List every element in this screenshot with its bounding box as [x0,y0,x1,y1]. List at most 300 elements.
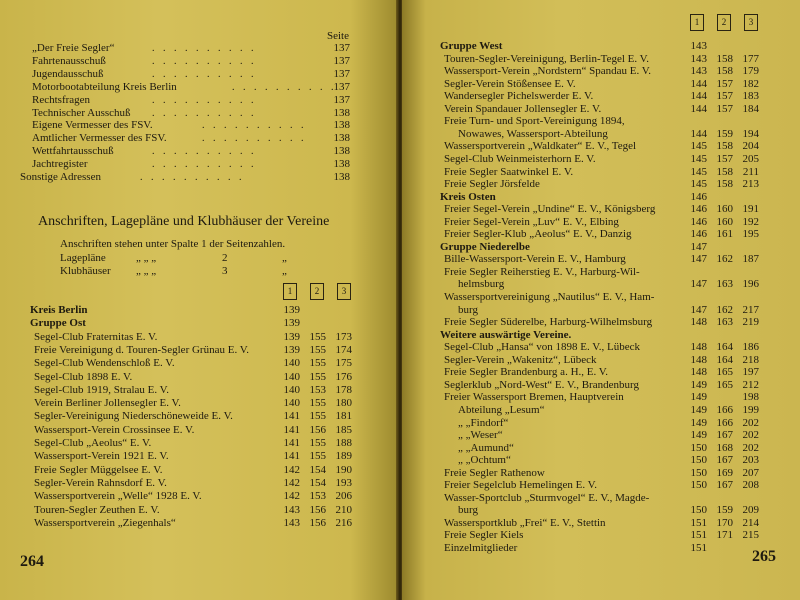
page-ref-col-1: 147 [690,303,707,316]
page-ref-col-2: 154 [309,476,326,489]
club-entry [34,357,272,370]
page-ref-col-2: 166 [716,416,733,429]
page-ref-col-2: 156 [309,503,326,516]
page-ref-col-2: 155 [309,437,326,449]
page-ref-col-3: 182 [742,77,759,90]
toc-item-text: Fahrtenausschuß [32,54,106,67]
entry-name: Freie Turn- und Sport-Vereinigung 1894, [444,115,625,128]
entry-name: Weitere auswärtige Vereine. [440,328,572,341]
page-ref-col-2: 169 [716,466,733,479]
page-ref-col-3: 215 [742,529,759,542]
page-ref-col-3: 191 [742,203,759,216]
entry-name: Touren-Segler Zeuthen E. V. [34,503,160,516]
entry-name: „ „Ochtum“ [458,454,511,467]
club-entry [34,410,272,423]
club-entry [444,529,679,542]
leader-dots: . . . . . . . . . . [152,43,257,54]
page-ref-col-1: 147 [690,253,707,266]
page-ref-col-2: 157 [716,77,733,90]
club-entry [444,203,679,216]
page-number: 264 [20,553,44,570]
club-entry [444,178,679,191]
page-ref-col-2: 159 [716,504,733,517]
leader-dots: . . . . . . . . . . [152,68,257,80]
page-ref-col-3: 185 [335,423,352,436]
toc-page-number: 137 [333,54,350,67]
page-ref-col-3: 193 [335,476,352,489]
page-ref-col-3: 196 [742,278,759,291]
page-ref-col-1: 139 [283,330,300,343]
page-ref-col-3: 197 [742,366,759,379]
page-ref-col-1: 143 [283,516,300,529]
entry-name: Wassersport-Verein 1921 E. V. [34,450,169,463]
page-ref-col-3: 202 [742,441,759,454]
page-ref-col-3: 205 [742,152,759,165]
entry-name: Freier Segler-Klub „Aeolus“ E. V., Danzig [444,228,632,241]
leader-dots: . . . . . . . . . . [202,120,307,132]
page-ref-col-3: 219 [742,316,759,329]
entry-name: Freier Segel-Verein „Luv“ E. V., Elbing [444,215,619,228]
toc-item-text: „Der Freie Segler“ [32,42,115,54]
page-ref-col-3: 190 [335,463,352,476]
entry-name: burg [458,303,478,316]
page-ref-col-1: 150 [690,454,707,467]
page-ref-col-1: 150 [690,479,707,492]
entry-name: Freie Segler Süderelbe, Harburg-Wilhelmsburg [444,316,653,329]
page-ref-col-1: 148 [690,366,707,379]
toc-item-text: Amtlicher Vermesser des FSV. [32,132,167,145]
entry-name: Segel-Club Wendenschloß E. V. [34,357,175,370]
group-heading [30,304,272,317]
page-ref-col-1: 144 [690,127,707,140]
page-ref-col-2: 164 [716,353,733,366]
page-ref-col-2: 170 [716,516,733,529]
entry-name: Wassersportvereinigung „Nautilus“ E. V., Ham- [444,291,655,303]
entry-name: Segler-Verein Stößensee E. V. [444,77,576,90]
entry-name: Freie Segler Brandenburg a. H., E. V. [444,366,609,379]
page-ref-col-1: 146 [690,190,707,203]
toc-item-text: Jachtregister [32,158,88,171]
page-ref-col-2: 155 [309,343,326,356]
page-ref-col-1: 151 [690,542,707,554]
page-ref-col-1: 149 [690,416,707,429]
entry-name: Gruppe Ost [30,317,86,330]
club-entry [458,504,679,517]
entry-name: Segler-Vereinigung Niederschöneweide E. V. [34,410,233,423]
page-ref-col-2: 157 [716,102,733,115]
page-ref-col-3: 218 [742,353,759,366]
page-ref-col-1: 143 [690,65,707,78]
entry-name: Gruppe Niederelbe [440,240,530,253]
page-ref-col-3: 208 [742,479,759,492]
club-entry [34,504,272,517]
column-number-box: 1 [690,14,704,31]
toc-page-number: 138 [333,106,350,119]
page-ref-col-2: 163 [716,316,733,329]
entry-name: Nowawes, Wassersport-Abteilung [458,127,608,140]
legend-column: 2 [222,252,228,264]
toc-page-number: 137 [333,93,350,106]
entry-name: Freie Segler Saatwinkel E. V. [444,165,574,178]
toc-item-text: Rechtsfragen [32,93,91,106]
page-ref-col-3: 211 [742,165,759,178]
club-entry [444,253,679,266]
legend-ditto: „ „ „ [136,252,157,264]
toc-item [32,145,352,158]
entry-name: helmsburg [458,278,505,291]
page-ref-col-1: 140 [283,370,300,383]
group-heading [440,40,679,53]
page-ref-col-1: 149 [690,429,707,442]
page-ref-col-3: 202 [742,416,759,429]
entry-name: Verein Spandauer Jollensegler E. V. [444,102,602,115]
page-ref-col-3: 186 [742,341,759,354]
entry-name: Wassersportverein „Ziegenhals“ [34,516,176,529]
page-ref-col-2: 165 [716,366,733,379]
entry-name: Segel-Club 1898 E. V. [34,370,133,383]
toc-item [32,81,352,94]
club-entry [458,429,679,442]
page-ref-col-3: 212 [742,378,759,391]
legend-ditto: „ [282,252,287,264]
leader-dots: . . . . . . . . . . [152,159,257,171]
page-ref-col-1: 145 [690,140,707,153]
page-ref-col-1: 139 [283,317,300,330]
page-ref-col-1: 144 [690,90,707,103]
club-entry [34,397,272,410]
group-heading [30,317,272,330]
club-entry [34,450,272,463]
page-ref-col-3: 206 [335,490,352,503]
club-entry [444,266,679,279]
toc-page-number: 137 [333,42,350,54]
entry-name: Segel-Club Fraternitas E. V. [34,330,158,343]
entry-name: Touren-Segler-Vereinigung, Berlin-Tegel E. V. [444,52,649,65]
page-ref-col-2: 155 [309,370,326,383]
entry-name: Freier Wassersport Bremen, Hauptverein [444,391,624,404]
page-ref-col-2: 160 [716,203,733,216]
page-ref-col-3: 202 [742,429,759,442]
page-ref-col-1: 151 [690,516,707,529]
club-entry [34,464,272,477]
page-ref-col-1: 142 [283,476,300,489]
page-ref-col-2: 167 [716,454,733,467]
club-entry [444,366,679,379]
toc-item-text: Motorbootabteilung Kreis Berlin [32,80,177,93]
entry-name: burg [458,504,478,517]
page-ref-col-1: 139 [283,343,300,356]
club-entry [444,53,679,66]
toc-page-number: 137 [333,67,350,80]
page-ref-col-2: 155 [309,357,326,370]
club-entry [444,492,679,505]
page-ref-col-3: 180 [335,397,352,410]
page-ref-col-1: 146 [690,203,707,216]
page-ref-col-1: 145 [690,165,707,178]
club-entry [444,228,679,241]
leader-dots: . . . . . . . . . . [140,172,245,183]
page-ref-col-3: 216 [335,516,352,529]
toc-page-number: 138 [333,132,350,145]
page-ref-col-1: 148 [690,341,707,354]
entry-name: Freie Segler Müggelsee E. V. [34,463,163,476]
club-entry [458,304,679,317]
page-ref-col-3: 179 [742,65,759,78]
club-entry [444,78,679,91]
page-ref-col-2: 156 [309,516,326,529]
club-entry [444,467,679,480]
toc-item [32,42,352,55]
toc-item [32,132,352,145]
page-number: 265 [752,548,776,565]
entry-name: „ „Findorf“ [458,416,509,429]
entry-name: Bille-Wassersport-Verein E. V., Hamburg [444,253,626,266]
club-entry [444,103,679,116]
page-ref-col-2: 162 [716,253,733,266]
page-ref-col-1: 148 [690,353,707,366]
page-ref-col-2: 156 [309,423,326,436]
page-ref-col-1: 142 [283,463,300,476]
page-ref-col-3: 210 [335,503,352,516]
page-ref-col-3: 207 [742,466,759,479]
page-ref-col-3: 209 [742,504,759,517]
leader-dots: . . . . . . . . . . [152,146,257,158]
page-ref-col-2: 153 [309,490,326,503]
toc-item-text: Sonstige Adressen [20,171,101,183]
page-ref-col-3: 184 [742,102,759,115]
entry-name: Segel-Club Weinmeisterhorn E. V. [444,152,596,165]
toc-page-number: 138 [333,171,350,183]
page-ref-col-1: 140 [283,383,300,396]
page-ref-col-2: 153 [309,383,326,396]
club-entry [34,490,272,503]
page-ref-col-1: 141 [283,437,300,449]
club-entry [444,115,679,128]
entry-name: Wassersportverein „Waldkater“ E. V., Tegel [444,140,637,153]
page-ref-col-3: 199 [742,403,759,416]
club-entry [444,354,679,367]
page-ref-col-2: 166 [716,403,733,416]
club-entry [458,278,679,291]
page-ref-col-1: 149 [690,391,707,404]
column-number-box: 2 [310,283,324,300]
legend-column: 3 [222,265,228,277]
group-heading [440,329,679,342]
club-entry [444,166,679,179]
toc-page-number: 138 [333,145,350,158]
entry-name: Segel-Club 1919, Stralau E. V. [34,383,169,396]
legend-ditto: „ „ „ [136,265,157,277]
page-ref-col-3: 181 [335,410,352,423]
page-ref-col-3: 178 [335,383,352,396]
club-entry [444,391,679,404]
club-entry [34,477,272,490]
entry-name: Abteilung „Lesum“ [458,403,545,416]
page-ref-col-3: 198 [742,391,759,404]
page-ref-col-1: 141 [283,450,300,463]
club-entry [444,153,679,166]
club-entry [444,517,679,530]
club-entry [34,344,272,357]
entry-name: „ „Weser“ [458,429,503,442]
entry-name: Verein Berliner Jollensegler E. V. [34,397,181,410]
page-ref-col-3: 194 [742,127,759,140]
legend-ditto: „ [282,265,287,277]
toc-page-number: 137 [333,80,350,93]
column-number-box: 3 [744,14,758,31]
page-ref-col-1: 143 [690,40,707,52]
page-ref-col-1: 145 [690,178,707,191]
page-ref-col-2: 162 [716,303,733,316]
left-page [0,0,398,600]
toc-page-number: 138 [333,119,350,132]
entry-name: Wandersegler Pichelswerder E. V. [444,90,594,103]
page-ref-col-1: 141 [283,423,300,436]
leader-dots: . . . . . . . . . . [152,107,257,119]
toc-item [32,158,352,171]
entry-name: Wassersportklub „Frei“ E. V., Stettin [444,516,606,529]
page-ref-col-3: 173 [335,330,352,343]
page-ref-col-3: 214 [742,516,759,529]
page-ref-col-2: 158 [716,165,733,178]
entry-name: „ „Aumund“ [458,441,514,454]
leader-dots: . . . . . . . . . . [232,81,337,93]
entry-name: Segel-Club „Aeolus“ E. V. [34,437,152,449]
club-entry [444,291,679,304]
page-ref-col-3: 203 [742,454,759,467]
entry-name: Freier Segel-Verein „Undine“ E. V., Königsberg [444,203,656,216]
leader-dots: . . . . . . . . . . [152,94,257,106]
group-heading [440,191,679,204]
page-ref-col-1: 139 [283,304,300,316]
page-ref-col-1: 143 [283,503,300,516]
page-ref-col-2: 154 [309,463,326,476]
toc-item-text: Eigene Vermesser des FSV. [32,119,153,132]
entry-name: Segel-Club „Hansa“ von 1898 E. V., Lübeck [444,341,641,354]
legend-label: Anschriften stehen unter Spalte 1 der Seitenzahlen. [60,238,286,250]
entry-name: Freie Vereinigung d. Touren-Segler Grünau E. V. [34,343,250,356]
toc-page-number: 138 [333,158,350,171]
entry-name: Segler-Verein Rahnsdorf E. V. [34,476,167,489]
page-ref-col-3: 177 [742,52,759,65]
entry-name: Seglerklub „Nord-West“ E. V., Brandenburg [444,378,639,391]
club-entry [34,517,272,530]
page-ref-col-2: 158 [716,52,733,65]
club-entry [444,542,679,555]
page-ref-col-3: 183 [742,90,759,103]
entry-name: Wassersport-Verein Crossinsee E. V. [34,423,195,436]
toc-item [20,171,340,184]
page-ref-col-1: 141 [283,410,300,423]
entry-name: Freie Segler Reiherstieg E. V., Harburg-Wil- [444,265,640,278]
entry-name: Freie Segler Rathenow [444,466,545,479]
club-entry [458,128,679,141]
page-ref-col-3: 217 [742,303,759,316]
page-ref-col-1: 147 [690,240,707,253]
page-ref-col-3: 176 [335,370,352,383]
column-number-box: 3 [337,283,351,300]
page-ref-col-1: 144 [690,77,707,90]
page-ref-col-1: 140 [283,357,300,370]
entry-name: Segler-Verein „Wakenitz“, Lübeck [444,353,597,366]
page-ref-col-1: 149 [690,378,707,391]
legend-label: Lagepläne [60,252,106,264]
page-ref-col-2: 157 [716,90,733,103]
page-ref-col-1: 146 [690,228,707,241]
entry-name: Wasser-Sportclub „Sturmvogel“ E. V., Magde- [444,491,650,504]
toc-item-text: Wettfahrtausschuß [32,145,114,158]
page-ref-col-1: 150 [690,504,707,517]
page-ref-col-1: 150 [690,441,707,454]
right-page [402,0,800,600]
entry-name: Freier Segelclub Hemelingen E. V. [444,479,597,492]
club-entry [458,417,679,430]
toc-item [32,94,352,107]
club-entry [444,379,679,392]
page-ref-col-2: 167 [716,479,733,492]
entry-name: Einzelmitglieder [444,542,518,554]
page-ref-col-3: 175 [335,357,352,370]
page-ref-col-1: 149 [690,403,707,416]
page-ref-col-1: 145 [690,152,707,165]
club-entry [34,384,272,397]
entry-name: Wassersport-Verein „Nordstern“ Spandau E. V. [444,65,652,78]
page-ref-col-2: 155 [309,330,326,343]
toc-item [32,68,352,81]
column-number-box: 2 [717,14,731,31]
entry-name: Gruppe West [440,40,503,52]
page-ref-col-2: 155 [309,397,326,410]
section-heading: Anschriften, Lagepläne und Klubhäuser der Vereine [38,214,330,229]
toc-item-text: Jugendausschuß [32,67,104,80]
club-entry [444,341,679,354]
page-ref-col-2: 167 [716,429,733,442]
toc-item-text: Technischer Ausschuß [32,106,131,119]
club-entry [444,65,679,78]
page-ref-col-2: 160 [716,215,733,228]
toc-item [32,55,352,68]
page-ref-col-3: 195 [742,228,759,241]
club-entry [444,140,679,153]
page-ref-col-3: 188 [335,437,352,449]
club-entry [34,424,272,437]
leader-dots: . . . . . . . . . . [202,133,307,145]
group-heading [440,241,679,254]
page-ref-col-2: 168 [716,441,733,454]
page-ref-col-3: 192 [742,215,759,228]
toc-item [32,119,352,132]
page-ref-col-1: 140 [283,397,300,410]
page-ref-col-3: 187 [742,253,759,266]
page-ref-col-3: 174 [335,343,352,356]
page-ref-col-2: 171 [716,529,733,542]
page-ref-col-2: 158 [716,65,733,78]
club-entry [444,216,679,229]
page-ref-col-2: 163 [716,278,733,291]
entry-name: Freie Segler Kiels [444,529,524,542]
club-entry [458,454,679,467]
page-ref-col-1: 143 [690,52,707,65]
club-entry [444,90,679,103]
page-ref-col-1: 148 [690,316,707,329]
page-ref-col-1: 146 [690,215,707,228]
entry-name: Freie Segler Jörsfelde [444,178,540,191]
club-entry [34,371,272,384]
page-ref-col-1: 144 [690,102,707,115]
page-ref-col-2: 159 [716,127,733,140]
seite-label: Seite [327,30,349,42]
page-ref-col-2: 155 [309,410,326,423]
